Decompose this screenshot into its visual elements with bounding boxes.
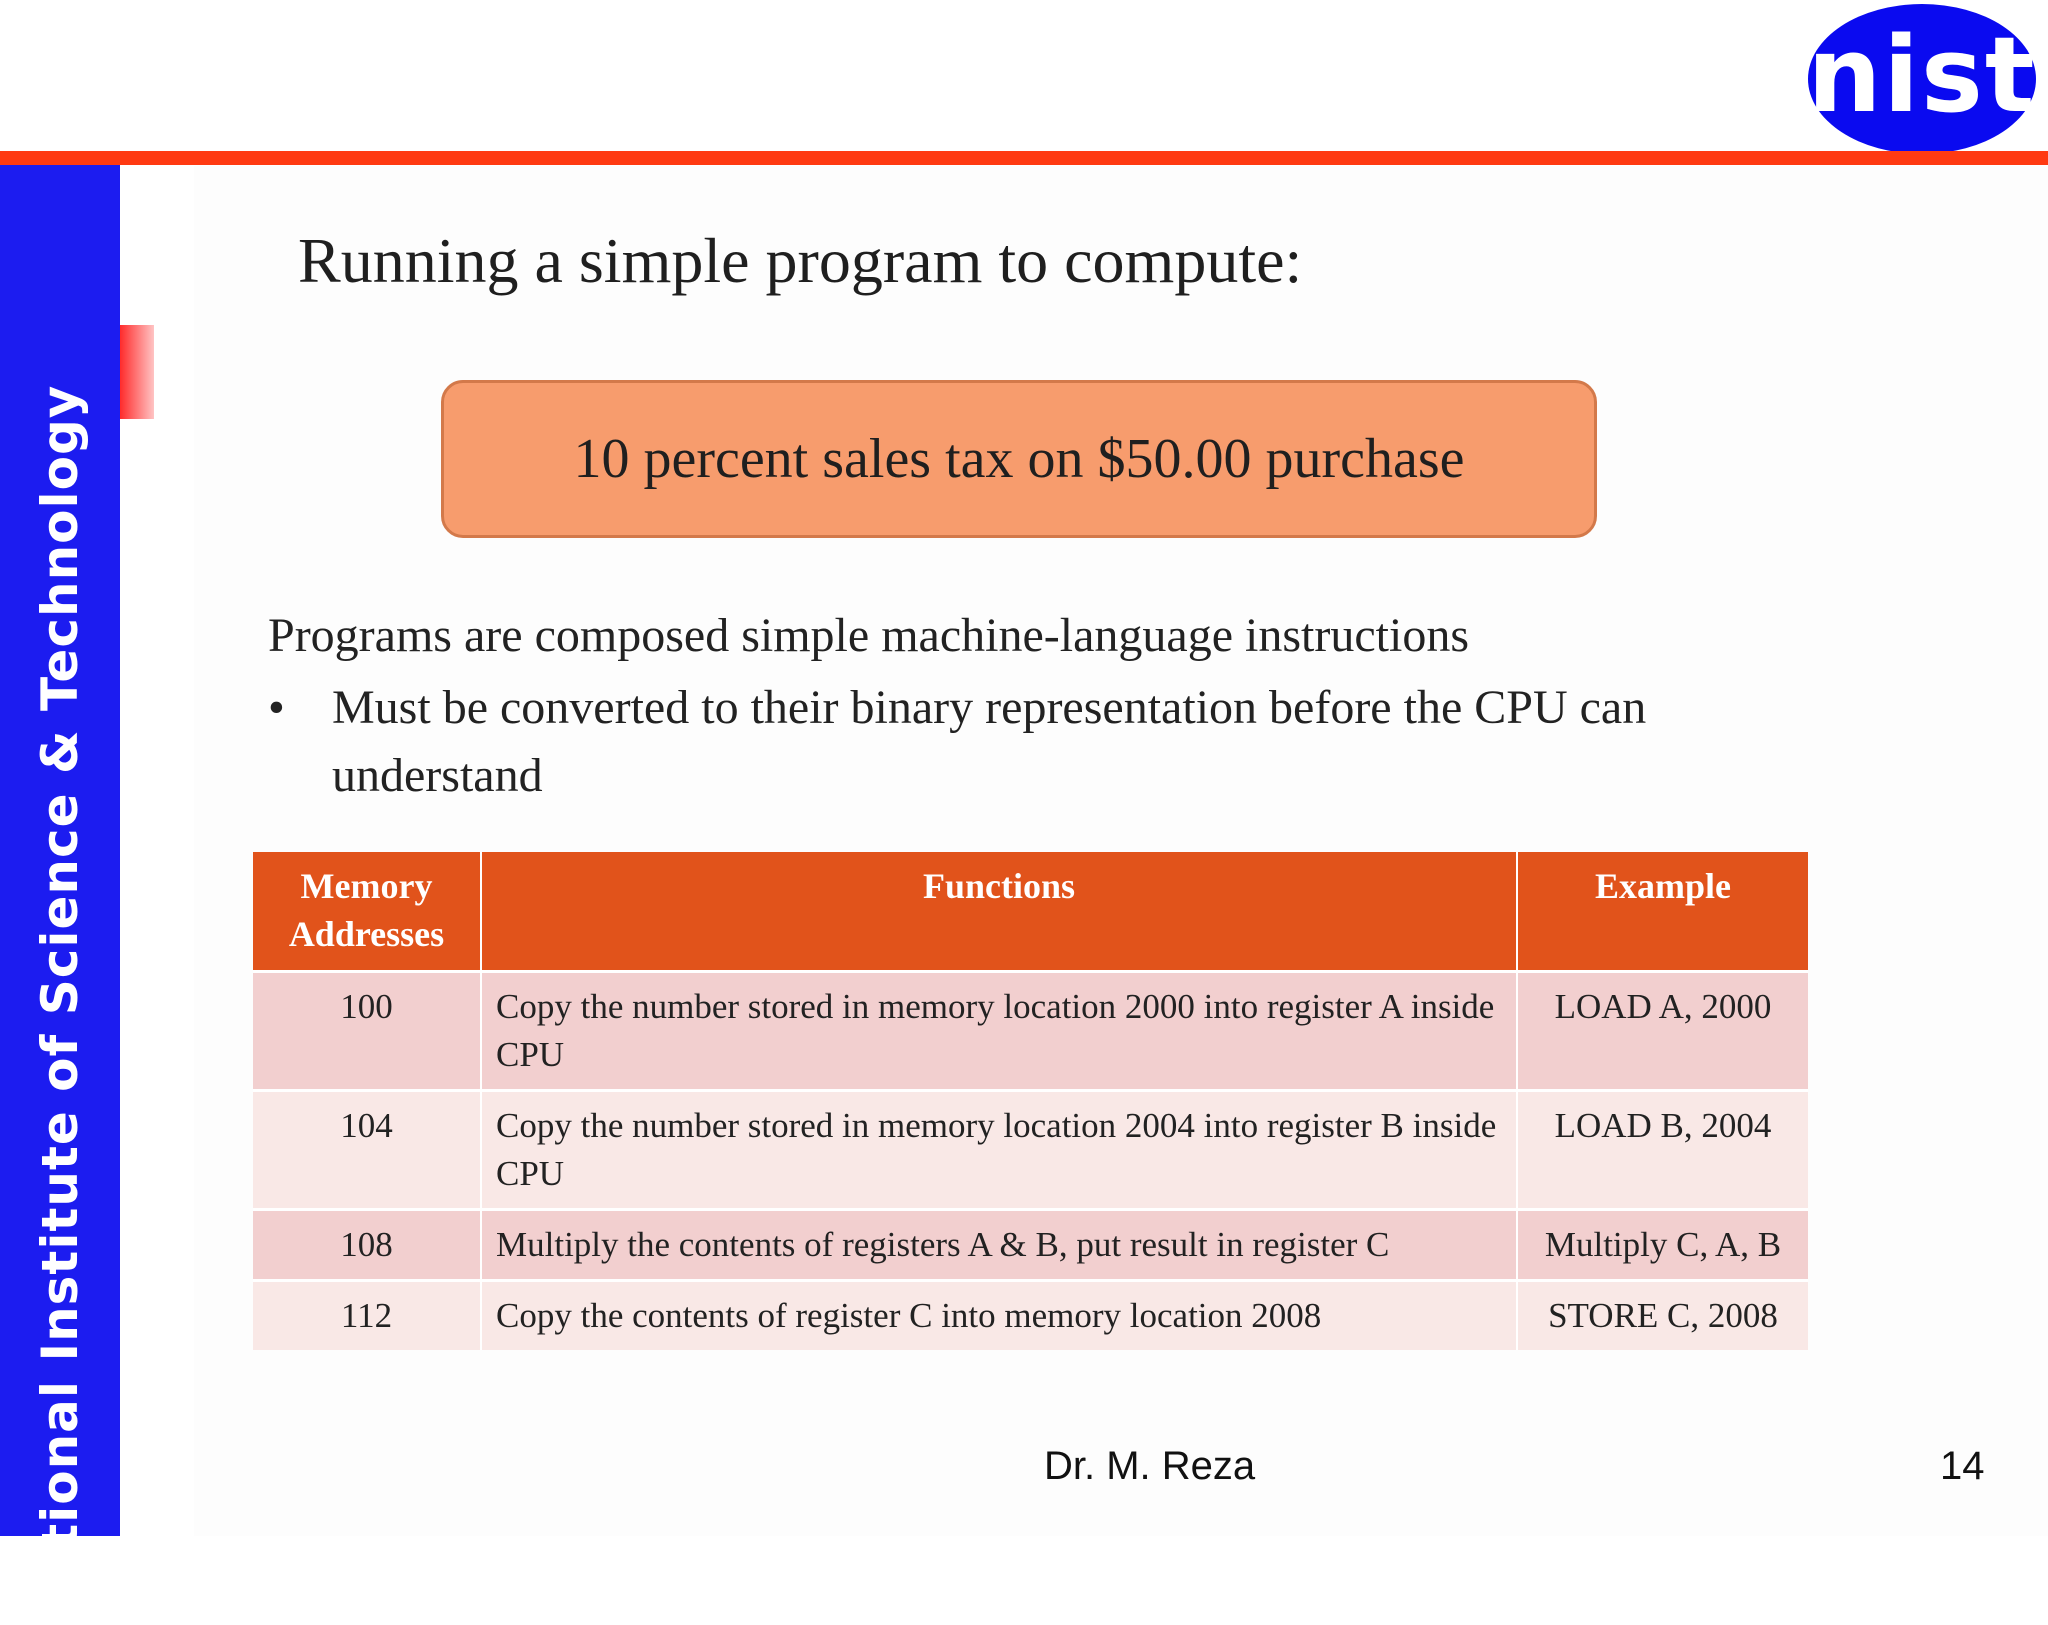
function-cell: Multiply the contents of registers A & B, put result in register C [481,1210,1517,1281]
address-cell: 112 [253,1281,481,1351]
table-header-row [253,852,1808,972]
nist-logo [1808,4,2036,154]
header-divider [0,151,2048,165]
logo-text: nist [1807,14,2037,136]
function-cell: Copy the number stored in memory location 2004 into register B inside CPU [481,1091,1517,1210]
intro-text: Programs are composed simple machine-language instructions [268,609,1470,662]
callout-text: 10 percent sales tax on $50.00 purchase [573,428,1465,490]
table-row [253,972,1808,1091]
sidebar-banner [0,165,120,1625]
page-number: 14 [1940,1444,1985,1488]
example-cell: LOAD B, 2004 [1517,1091,1808,1210]
table-row [253,1210,1808,1281]
address-cell: 108 [253,1210,481,1281]
accent-marker [120,325,154,419]
bullet-icon: • [268,681,285,734]
address-cell: 100 [253,972,481,1091]
example-cell: Multiply C, A, B [1517,1210,1808,1281]
footer-author: Dr. M. Reza [1044,1444,1256,1488]
institute-name: National Institute of Science & Technology [31,384,89,1625]
header-example: Example [1517,852,1808,972]
header-functions: Functions [481,852,1517,972]
instruction-table [253,852,1808,1350]
function-cell: Copy the contents of register C into memory location 2008 [481,1281,1517,1351]
function-cell: Copy the number stored in memory location 2000 into register A inside CPU [481,972,1517,1091]
header-memory-addresses: Memory Addresses [253,852,481,972]
address-cell: 104 [253,1091,481,1210]
slide-title: Running a simple program to compute: [298,225,1303,296]
table-row [253,1281,1808,1351]
table-row [253,1091,1808,1210]
callout-box [441,380,1597,538]
example-cell: STORE C, 2008 [1517,1281,1808,1351]
top-bar [0,0,2048,154]
example-cell: LOAD A, 2000 [1517,972,1808,1091]
bullet-text: Must be converted to their binary representation before the CPU can understand [332,681,1647,802]
